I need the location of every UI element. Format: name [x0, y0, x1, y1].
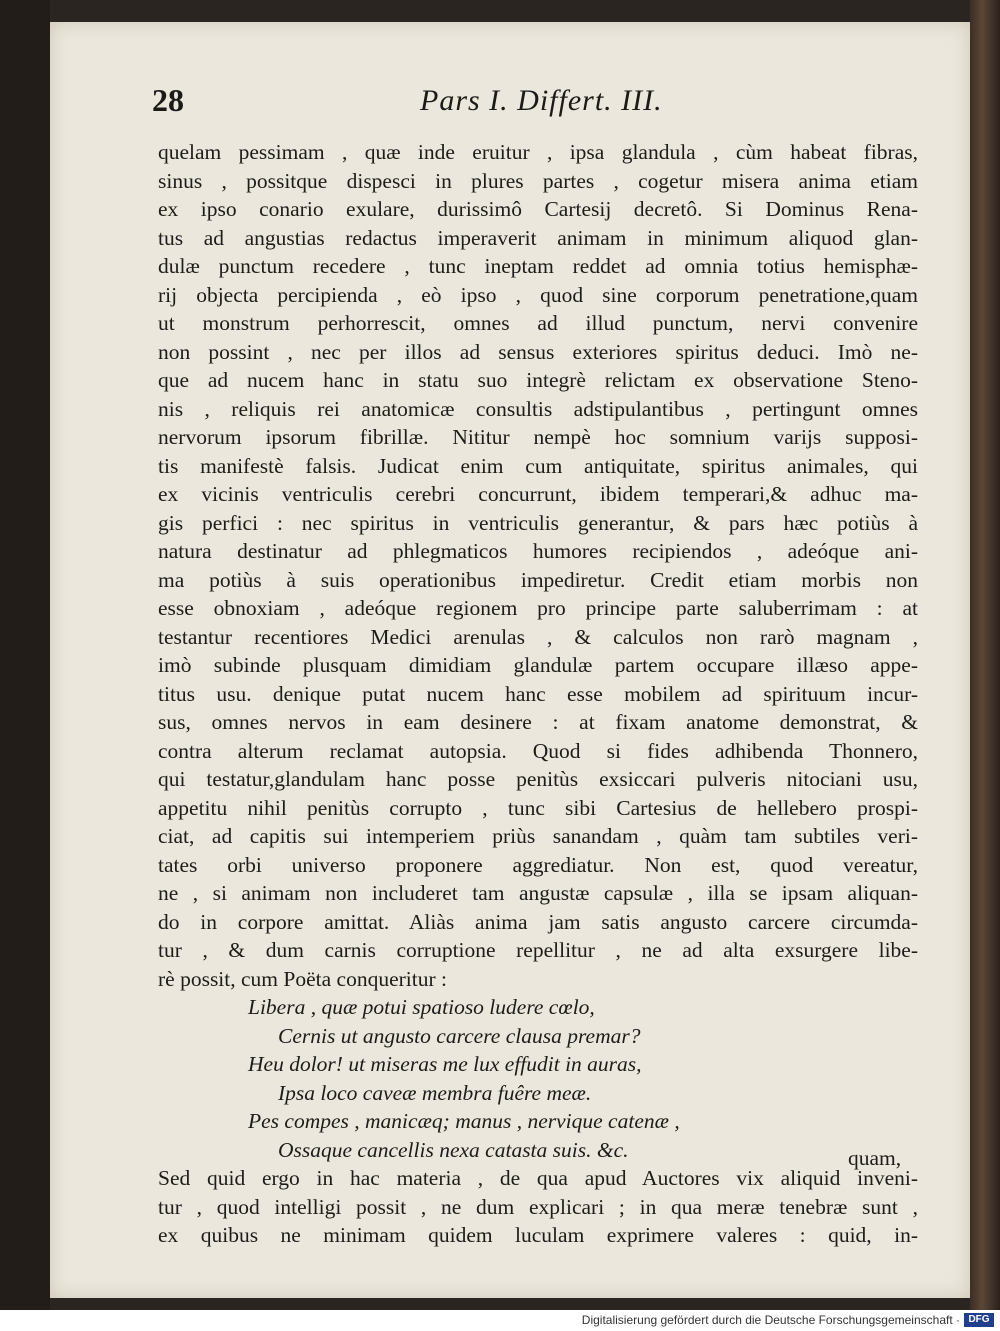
text-line: tur , & dum carnis corruptione repellitur , ne ad alta exsurgere libe- [158, 938, 918, 962]
verse-block [158, 993, 918, 1164]
verse-line: Ipsa loco caveæ membra fuêre meæ. [278, 1080, 592, 1105]
text-line: ne , si animam non includeret tam angustæ capsulæ , illa se ipsam aliquan- [158, 881, 918, 905]
dfg-logo: DFG [964, 1313, 994, 1327]
footer-bar [0, 1310, 1000, 1331]
text-line: tus ad angustias redactus imperaverit animam in minimum aliquod glan- [158, 225, 918, 250]
text-line: sinus , possitque dispesci in plures partes , cogetur misera anima etiam [158, 168, 918, 193]
book-edge [970, 0, 1000, 1310]
verse-line: Heu dolor! ut miseras me lux effudit in auras, [248, 1052, 642, 1076]
text-line: ut monstrum perhorrescit, omnes ad illud punctum, nervi convenire [158, 311, 918, 335]
page-number: 28 [152, 82, 184, 118]
text-line: do in corpore amittat. Aliàs anima jam satis angusto carcere circumda- [158, 909, 918, 934]
closing-block [158, 1164, 918, 1250]
verse-line: Pes compes , manicæq; manus , nervique catenæ , [248, 1109, 680, 1133]
text-line: qui testatur,glandulam hanc posse penitùs exsiccari pulveris nitociani usu, [158, 767, 918, 791]
prose-block [158, 138, 918, 993]
text-line: ex vicinis ventriculis cerebri concurrunt, ibidem temperari,& adhuc ma- [158, 482, 918, 506]
catchword: quam, [848, 1146, 902, 1170]
text-line: ex quibus ne minimam quidem luculam exprimere valeres : quid, in- [158, 1223, 918, 1247]
page-body [158, 138, 918, 1250]
text-line: sus, omnes nervos in eam desinere : at fixam anatome demonstrat, & [158, 710, 918, 734]
text-line: rij objecta percipienda , eò ipso , quod sine corporum penetratione,quam [158, 282, 918, 307]
running-title: Pars I. Differt. III. [420, 84, 663, 117]
text-line: titus usu. denique putat nucem hanc esse mobilem ad spirituum incur- [158, 681, 918, 706]
text-line: que ad nucem hanc in statu suo integrè relictam ex observatione Steno- [158, 368, 918, 392]
text-line: esse obnoxiam , adeóque regionem pro principe parte saluberrimam : at [158, 596, 918, 620]
left-background [0, 0, 50, 1310]
text-line: dulæ punctum recedere , tunc ineptam reddet ad omnia totius hemisphæ- [158, 254, 918, 278]
text-line: quelam pessimam , quæ inde eruitur , ipsa glandula , cùm habeat fibras, [158, 140, 918, 164]
text-line: tis manifestè falsis. Judicat enim cum antiquitate, spiritus animales, qui [158, 453, 918, 478]
text-line: natura destinatur ad phlegmaticos humores recipiendos , adeóque ani- [158, 539, 918, 563]
text-line: ma potiùs à suis operationibus impediretur. Credit etiam morbis non [158, 567, 918, 592]
footer-credit: Digitalisierung gefördert durch die Deutsche Forschungsgemeinschaft · [581, 1313, 960, 1327]
text-line: contra alterum reclamat autopsia. Quod si fides adhibenda Thonnero, [158, 738, 918, 763]
text-line: imò subinde plusquam dimidiam glandulæ partem occupare illæso appe- [158, 653, 918, 677]
verse-line: Libera , quæ potui spatioso ludere cœlo, [248, 995, 595, 1019]
text-line: tur , quod intelligi possit , ne dum explicari ; in qua meræ tenebræ sunt , [158, 1194, 918, 1219]
running-head [152, 82, 912, 122]
text-line: ex ipso conario exulare, durissimô Cartesij decretô. Si Dominus Rena- [158, 197, 918, 221]
verse-line: Cernis ut angusto carcere clausa premar? [278, 1023, 641, 1048]
text-line: testantur recentiores Medici arenulas , & calculos non rarò magnam , [158, 624, 918, 649]
verse-line: Ossaque cancellis nexa catasta suis. &c. [278, 1137, 629, 1162]
text-line: gis perfici : nec spiritus in ventriculis generantur, & pars hæc potiùs à [158, 510, 918, 535]
text-line: rè possit, cum Poëta conqueritur : [158, 966, 447, 991]
text-line: nis , reliquis rei anatomicæ consultis adstipulantibus , pertingunt omnes [158, 396, 918, 421]
text-line: Sed quid ergo in hac materia , de qua apud Auctores vix aliquid inveni- [158, 1166, 918, 1190]
text-line: appetitu nihil penitùs corrupto , tunc sibi Cartesius de hellebero prospi- [158, 795, 918, 820]
text-line: tates orbi universo proponere aggrediatur. Non est, quod vereatur, [158, 852, 918, 877]
text-line: nervorum ipsorum fibrillæ. Nititur nempè hoc somnium varijs supposi- [158, 425, 918, 449]
text-line: non possint , nec per illos ad sensus exteriores spiritus deduci. Imò ne- [158, 339, 918, 364]
text-line: ciat, ad capitis sui intemperiem priùs sanandam , quàm tam subtiles veri- [158, 824, 918, 848]
